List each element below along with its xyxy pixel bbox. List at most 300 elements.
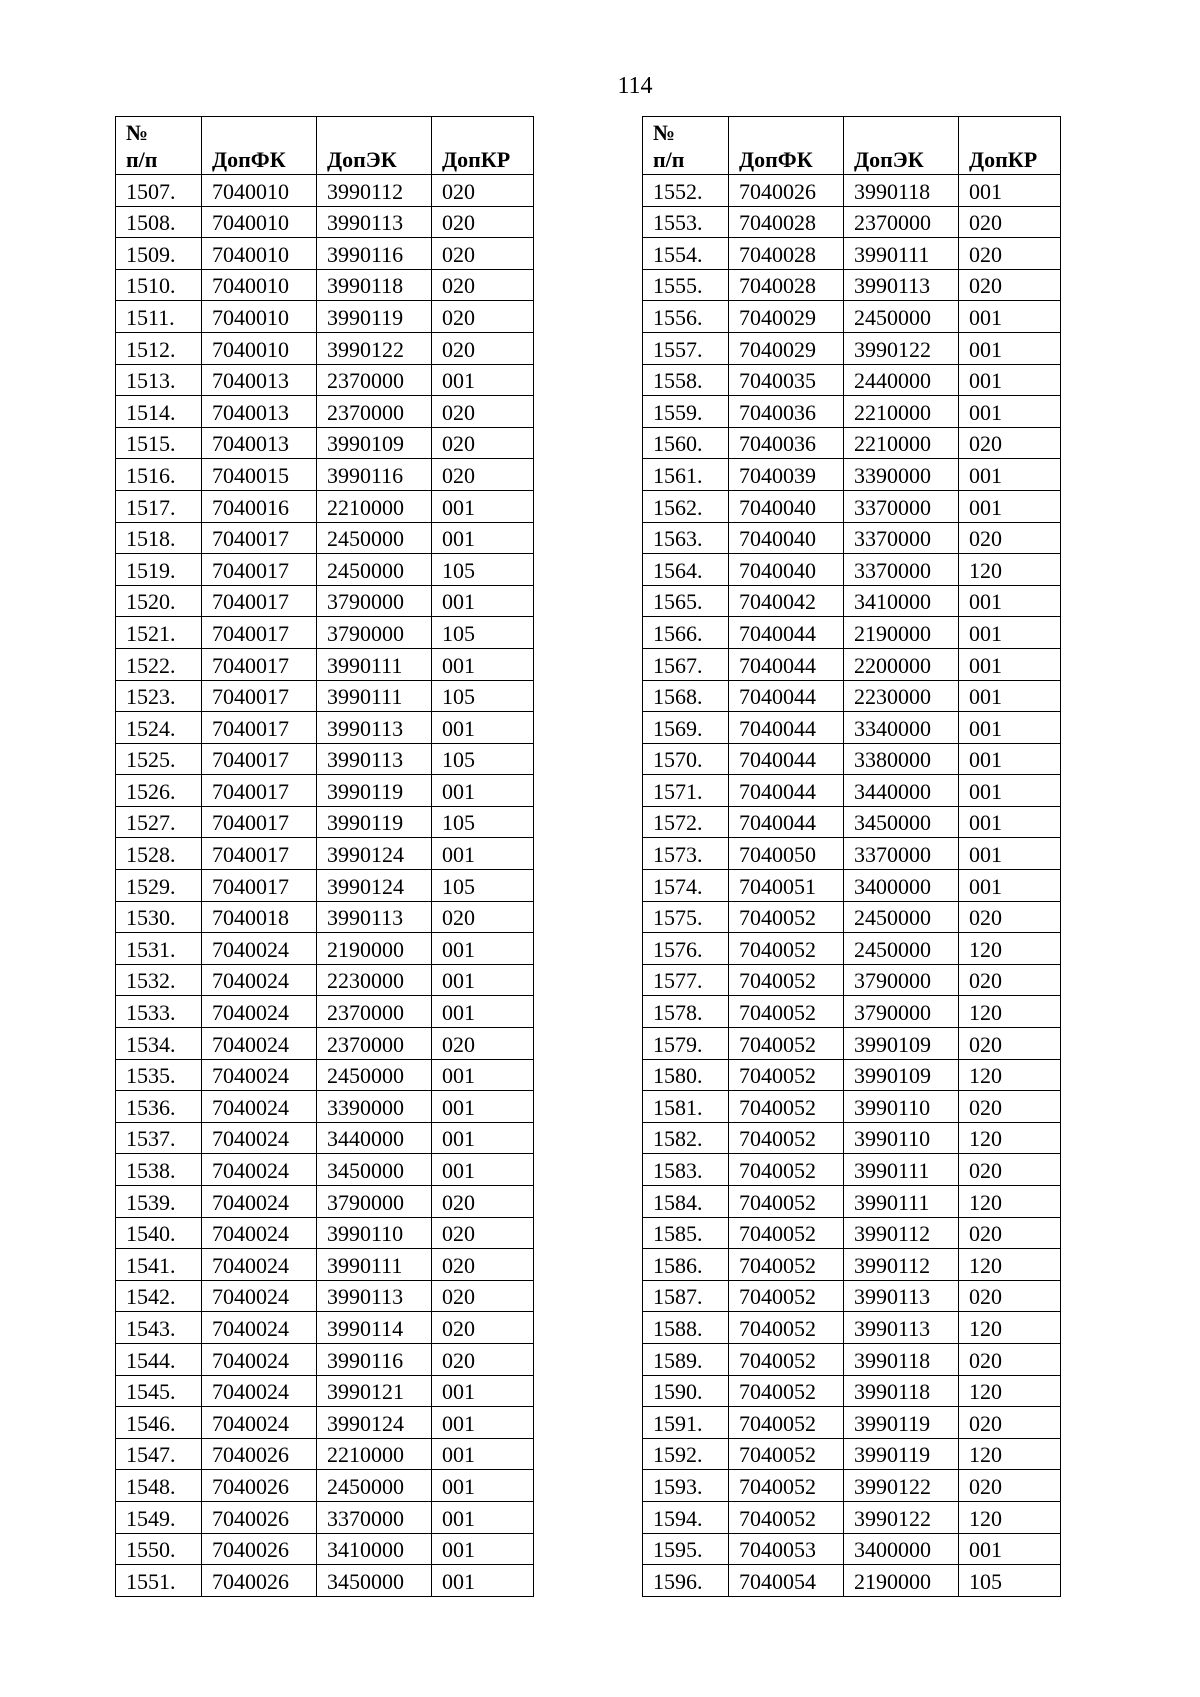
table-row [643,901,1061,933]
cell-dop-fk: 7040017 [202,648,317,680]
cell-dop-fk: 7040010 [202,269,317,301]
cell-dop-fk: 7040017 [202,680,317,712]
cell-dop-ek: 3340000 [844,712,959,744]
cell-dop-ek: 2370000 [317,396,432,428]
cell-dop-kr: 001 [432,1438,534,1470]
cell-dop-kr: 020 [432,332,534,364]
cell-dop-fk: 7040052 [729,1501,844,1533]
cell-dop-kr: 120 [959,554,1061,586]
cell-dop-kr: 001 [959,459,1061,491]
table-row [116,490,534,522]
table-row [643,1217,1061,1249]
cell-dop-fk: 7040010 [202,206,317,238]
cell-dop-ek: 2370000 [317,1028,432,1060]
cell-dop-ek: 2190000 [317,933,432,965]
cell-dop-fk: 7040028 [729,206,844,238]
table-row [116,901,534,933]
table-row [643,964,1061,996]
cell-dop-fk: 7040052 [729,1028,844,1060]
cell-number: 1555. [643,269,729,301]
cell-number: 1516. [116,459,202,491]
cell-number: 1531. [116,933,202,965]
header-number-sign: № [126,120,149,145]
cell-dop-kr: 105 [432,680,534,712]
cell-number: 1549. [116,1501,202,1533]
cell-dop-ek: 3990111 [317,1249,432,1281]
table-row [643,680,1061,712]
cell-dop-fk: 7040015 [202,459,317,491]
header-number-abbr: п/п [653,147,685,172]
table-row [116,617,534,649]
cell-dop-kr: 001 [959,1533,1061,1565]
table-row [643,806,1061,838]
cell-dop-fk: 7040026 [202,1501,317,1533]
table-row [643,364,1061,396]
cell-number: 1582. [643,1122,729,1154]
cell-dop-ek: 3990119 [844,1438,959,1470]
cell-dop-ek: 3990113 [317,206,432,238]
cell-dop-kr: 001 [959,680,1061,712]
cell-dop-kr: 020 [432,301,534,333]
cell-dop-kr: 001 [432,1059,534,1091]
table-row [643,648,1061,680]
cell-dop-fk: 7040024 [202,996,317,1028]
cell-dop-ek: 3990110 [317,1217,432,1249]
cell-number: 1568. [643,680,729,712]
cell-dop-kr: 020 [959,1028,1061,1060]
cell-dop-ek: 2200000 [844,648,959,680]
table-row [643,1407,1061,1439]
cell-dop-ek: 3990112 [844,1249,959,1281]
cell-dop-kr: 020 [959,1091,1061,1123]
cell-dop-ek: 3990124 [317,870,432,902]
table-row [643,554,1061,586]
cell-dop-ek: 3990119 [317,775,432,807]
table-row [116,1343,534,1375]
cell-number: 1511. [116,301,202,333]
cell-dop-kr: 020 [959,1343,1061,1375]
cell-number: 1592. [643,1438,729,1470]
cell-dop-kr: 020 [432,1249,534,1281]
cell-number: 1596. [643,1565,729,1597]
cell-dop-kr: 020 [432,1186,534,1218]
cell-dop-ek: 3990110 [844,1091,959,1123]
cell-number: 1532. [116,964,202,996]
cell-dop-kr: 120 [959,1438,1061,1470]
cell-dop-fk: 7040017 [202,806,317,838]
header-number-abbr: п/п [126,147,158,172]
cell-dop-ek: 3990122 [317,332,432,364]
cell-number: 1507. [116,175,202,207]
cell-dop-ek: 2450000 [844,301,959,333]
cell-dop-fk: 7040052 [729,1438,844,1470]
cell-dop-fk: 7040040 [729,554,844,586]
cell-dop-fk: 7040024 [202,1059,317,1091]
cell-dop-kr: 001 [959,870,1061,902]
data-table-left [115,116,534,1597]
cell-dop-fk: 7040024 [202,1343,317,1375]
cell-number: 1580. [643,1059,729,1091]
cell-number: 1579. [643,1028,729,1060]
cell-dop-fk: 7040013 [202,396,317,428]
cell-number: 1514. [116,396,202,428]
cell-dop-fk: 7040052 [729,1186,844,1218]
cell-dop-ek: 2450000 [317,554,432,586]
cell-dop-fk: 7040024 [202,1375,317,1407]
cell-dop-fk: 7040026 [729,175,844,207]
table-row [116,1249,534,1281]
table-row [116,1501,534,1533]
cell-dop-fk: 7040010 [202,332,317,364]
cell-dop-ek: 3790000 [317,617,432,649]
cell-dop-fk: 7040024 [202,933,317,965]
cell-dop-ek: 3990113 [317,743,432,775]
cell-dop-kr: 001 [432,1091,534,1123]
cell-dop-kr: 001 [959,490,1061,522]
cell-dop-ek: 3410000 [317,1533,432,1565]
header-row [116,117,534,175]
table-row [116,806,534,838]
cell-dop-ek: 3380000 [844,743,959,775]
cell-dop-fk: 7040017 [202,712,317,744]
table-row [643,617,1061,649]
cell-number: 1537. [116,1122,202,1154]
cell-dop-fk: 7040052 [729,1122,844,1154]
table-row [643,175,1061,207]
cell-dop-ek: 2210000 [844,427,959,459]
cell-number: 1540. [116,1217,202,1249]
cell-dop-ek: 3990109 [844,1028,959,1060]
cell-dop-ek: 3990122 [844,1470,959,1502]
cell-dop-ek: 3990113 [844,1280,959,1312]
cell-dop-kr: 001 [432,933,534,965]
cell-dop-fk: 7040052 [729,1312,844,1344]
cell-dop-ek: 3990112 [844,1217,959,1249]
cell-dop-kr: 001 [959,838,1061,870]
cell-dop-kr: 001 [432,964,534,996]
table-row [116,743,534,775]
cell-dop-ek: 3990122 [844,332,959,364]
table-row [116,301,534,333]
cell-dop-ek: 3990111 [317,648,432,680]
cell-dop-ek: 2210000 [317,490,432,522]
cell-dop-ek: 3400000 [844,1533,959,1565]
table-row [116,712,534,744]
cell-number: 1583. [643,1154,729,1186]
cell-dop-fk: 7040052 [729,901,844,933]
cell-dop-ek: 3990113 [317,901,432,933]
cell-dop-kr: 120 [959,996,1061,1028]
cell-number: 1539. [116,1186,202,1218]
cell-dop-kr: 020 [432,206,534,238]
table-row [116,648,534,680]
cell-dop-fk: 7040028 [729,269,844,301]
table-row [116,427,534,459]
cell-dop-ek: 3990111 [844,1154,959,1186]
cell-dop-kr: 105 [432,743,534,775]
table-row [116,554,534,586]
cell-number: 1566. [643,617,729,649]
cell-dop-fk: 7040017 [202,870,317,902]
cell-dop-kr: 020 [432,1217,534,1249]
cell-dop-ek: 2190000 [844,617,959,649]
cell-dop-kr: 001 [959,585,1061,617]
cell-dop-fk: 7040040 [729,522,844,554]
cell-dop-fk: 7040042 [729,585,844,617]
cell-number: 1577. [643,964,729,996]
cell-number: 1548. [116,1470,202,1502]
table-row [116,1438,534,1470]
cell-dop-kr: 020 [432,396,534,428]
table-row [116,1312,534,1344]
page-number: 114 [617,73,653,99]
cell-number: 1562. [643,490,729,522]
cell-dop-kr: 001 [959,332,1061,364]
cell-dop-fk: 7040052 [729,964,844,996]
cell-dop-fk: 7040036 [729,396,844,428]
cell-dop-ek: 3450000 [844,806,959,838]
cell-dop-kr: 020 [432,1343,534,1375]
table-row [643,301,1061,333]
cell-number: 1523. [116,680,202,712]
cell-dop-fk: 7040018 [202,901,317,933]
table-row [643,1312,1061,1344]
cell-dop-fk: 7040017 [202,522,317,554]
cell-dop-kr: 001 [959,301,1061,333]
cell-number: 1550. [116,1533,202,1565]
cell-dop-kr: 105 [432,554,534,586]
cell-number: 1578. [643,996,729,1028]
cell-number: 1528. [116,838,202,870]
cell-number: 1589. [643,1343,729,1375]
cell-dop-ek: 3990119 [317,806,432,838]
cell-dop-ek: 2450000 [844,901,959,933]
table-row [643,332,1061,364]
cell-dop-fk: 7040052 [729,1407,844,1439]
cell-number: 1525. [116,743,202,775]
table-row [116,1091,534,1123]
cell-dop-kr: 020 [959,427,1061,459]
cell-dop-kr: 001 [959,743,1061,775]
table-row [643,1154,1061,1186]
cell-dop-ek: 3990114 [317,1312,432,1344]
cell-dop-ek: 3990116 [317,459,432,491]
cell-number: 1534. [116,1028,202,1060]
table-row [643,1501,1061,1533]
cell-dop-fk: 7040010 [202,175,317,207]
cell-dop-fk: 7040044 [729,648,844,680]
cell-dop-ek: 3390000 [317,1091,432,1123]
cell-number: 1545. [116,1375,202,1407]
header-dop-kr: ДопКР [959,117,1061,175]
cell-number: 1508. [116,206,202,238]
cell-dop-fk: 7040017 [202,743,317,775]
cell-number: 1552. [643,175,729,207]
cell-dop-fk: 7040013 [202,364,317,396]
cell-number: 1533. [116,996,202,1028]
cell-dop-fk: 7040029 [729,332,844,364]
cell-dop-kr: 120 [959,1375,1061,1407]
cell-dop-fk: 7040024 [202,1186,317,1218]
table-row [643,838,1061,870]
cell-dop-fk: 7040051 [729,870,844,902]
cell-dop-kr: 001 [432,996,534,1028]
cell-dop-ek: 2440000 [844,364,959,396]
cell-number: 1560. [643,427,729,459]
cell-dop-kr: 105 [432,806,534,838]
table-row [116,775,534,807]
cell-dop-kr: 001 [432,838,534,870]
cell-number: 1587. [643,1280,729,1312]
cell-number: 1535. [116,1059,202,1091]
table-row [116,1186,534,1218]
table-row [116,1028,534,1060]
cell-dop-ek: 2450000 [317,522,432,554]
cell-dop-fk: 7040010 [202,238,317,270]
cell-dop-kr: 001 [432,1122,534,1154]
cell-dop-ek: 3990119 [317,301,432,333]
cell-dop-kr: 020 [432,238,534,270]
cell-number: 1558. [643,364,729,396]
cell-dop-fk: 7040010 [202,301,317,333]
cell-dop-fk: 7040052 [729,1059,844,1091]
cell-number: 1595. [643,1533,729,1565]
cell-dop-ek: 3990109 [844,1059,959,1091]
table-row [116,175,534,207]
header-dop-ek: ДопЭК [317,117,432,175]
cell-dop-kr: 001 [432,585,534,617]
table-row [116,1565,534,1597]
cell-dop-fk: 7040024 [202,1312,317,1344]
table-row [643,1091,1061,1123]
cell-dop-ek: 3990110 [844,1122,959,1154]
cell-number: 1559. [643,396,729,428]
cell-number: 1519. [116,554,202,586]
cell-dop-kr: 020 [432,901,534,933]
cell-dop-ek: 3790000 [317,585,432,617]
table-row [116,206,534,238]
cell-dop-fk: 7040044 [729,743,844,775]
header-row [643,117,1061,175]
cell-number: 1544. [116,1343,202,1375]
cell-dop-kr: 020 [432,175,534,207]
cell-dop-ek: 3990116 [317,1343,432,1375]
cell-dop-ek: 3990124 [317,838,432,870]
cell-dop-kr: 001 [432,1565,534,1597]
cell-dop-kr: 001 [959,617,1061,649]
table-row [116,870,534,902]
cell-dop-fk: 7040024 [202,1280,317,1312]
cell-dop-ek: 3990121 [317,1375,432,1407]
header-dop-fk: ДопФК [202,117,317,175]
cell-number: 1543. [116,1312,202,1344]
cell-dop-ek: 2190000 [844,1565,959,1597]
cell-dop-ek: 3990113 [844,1312,959,1344]
cell-dop-ek: 3990118 [844,1343,959,1375]
cell-dop-fk: 7040024 [202,1407,317,1439]
cell-dop-fk: 7040017 [202,838,317,870]
cell-dop-fk: 7040028 [729,238,844,270]
cell-dop-kr: 105 [432,870,534,902]
cell-dop-kr: 020 [959,1280,1061,1312]
cell-dop-kr: 020 [432,427,534,459]
cell-dop-fk: 7040052 [729,1470,844,1502]
cell-dop-fk: 7040044 [729,617,844,649]
table-row [116,680,534,712]
cell-dop-fk: 7040013 [202,427,317,459]
cell-dop-ek: 2370000 [844,206,959,238]
cell-dop-ek: 3440000 [317,1122,432,1154]
cell-number: 1576. [643,933,729,965]
table-row [116,1375,534,1407]
header-dop-kr: ДопКР [432,117,534,175]
cell-dop-kr: 001 [432,775,534,807]
cell-dop-fk: 7040026 [202,1533,317,1565]
cell-number: 1575. [643,901,729,933]
cell-dop-kr: 020 [432,459,534,491]
header-dop-fk: ДопФК [729,117,844,175]
header-number-sign: № [653,120,676,145]
cell-number: 1573. [643,838,729,870]
cell-dop-fk: 7040026 [202,1470,317,1502]
cell-number: 1594. [643,1501,729,1533]
cell-number: 1553. [643,206,729,238]
cell-dop-ek: 3370000 [844,554,959,586]
table-row [643,585,1061,617]
cell-dop-kr: 120 [959,1501,1061,1533]
cell-number: 1564. [643,554,729,586]
cell-dop-fk: 7040016 [202,490,317,522]
cell-dop-fk: 7040052 [729,1280,844,1312]
table-row [643,1122,1061,1154]
cell-number: 1512. [116,332,202,364]
cell-dop-kr: 020 [432,1028,534,1060]
table-row [116,522,534,554]
cell-dop-ek: 3990111 [317,680,432,712]
cell-dop-ek: 3450000 [317,1565,432,1597]
table-row [116,269,534,301]
cell-number: 1570. [643,743,729,775]
cell-dop-ek: 2450000 [844,933,959,965]
cell-dop-kr: 120 [959,1312,1061,1344]
cell-dop-fk: 7040039 [729,459,844,491]
cell-number: 1556. [643,301,729,333]
table-row [116,585,534,617]
cell-number: 1588. [643,1312,729,1344]
cell-dop-kr: 001 [432,1375,534,1407]
table-row [643,1470,1061,1502]
cell-dop-kr: 001 [432,712,534,744]
cell-dop-kr: 001 [959,175,1061,207]
table-row [116,1217,534,1249]
cell-dop-fk: 7040024 [202,1154,317,1186]
cell-number: 1591. [643,1407,729,1439]
table-row [643,1028,1061,1060]
cell-dop-ek: 3990118 [317,269,432,301]
cell-dop-kr: 020 [432,1312,534,1344]
cell-dop-fk: 7040024 [202,964,317,996]
cell-dop-fk: 7040053 [729,1533,844,1565]
cell-number: 1554. [643,238,729,270]
table-row [643,996,1061,1028]
cell-dop-fk: 7040040 [729,490,844,522]
cell-dop-ek: 3440000 [844,775,959,807]
cell-dop-fk: 7040052 [729,1154,844,1186]
table-row [643,1249,1061,1281]
cell-number: 1565. [643,585,729,617]
cell-dop-fk: 7040024 [202,1028,317,1060]
cell-dop-ek: 2210000 [844,396,959,428]
